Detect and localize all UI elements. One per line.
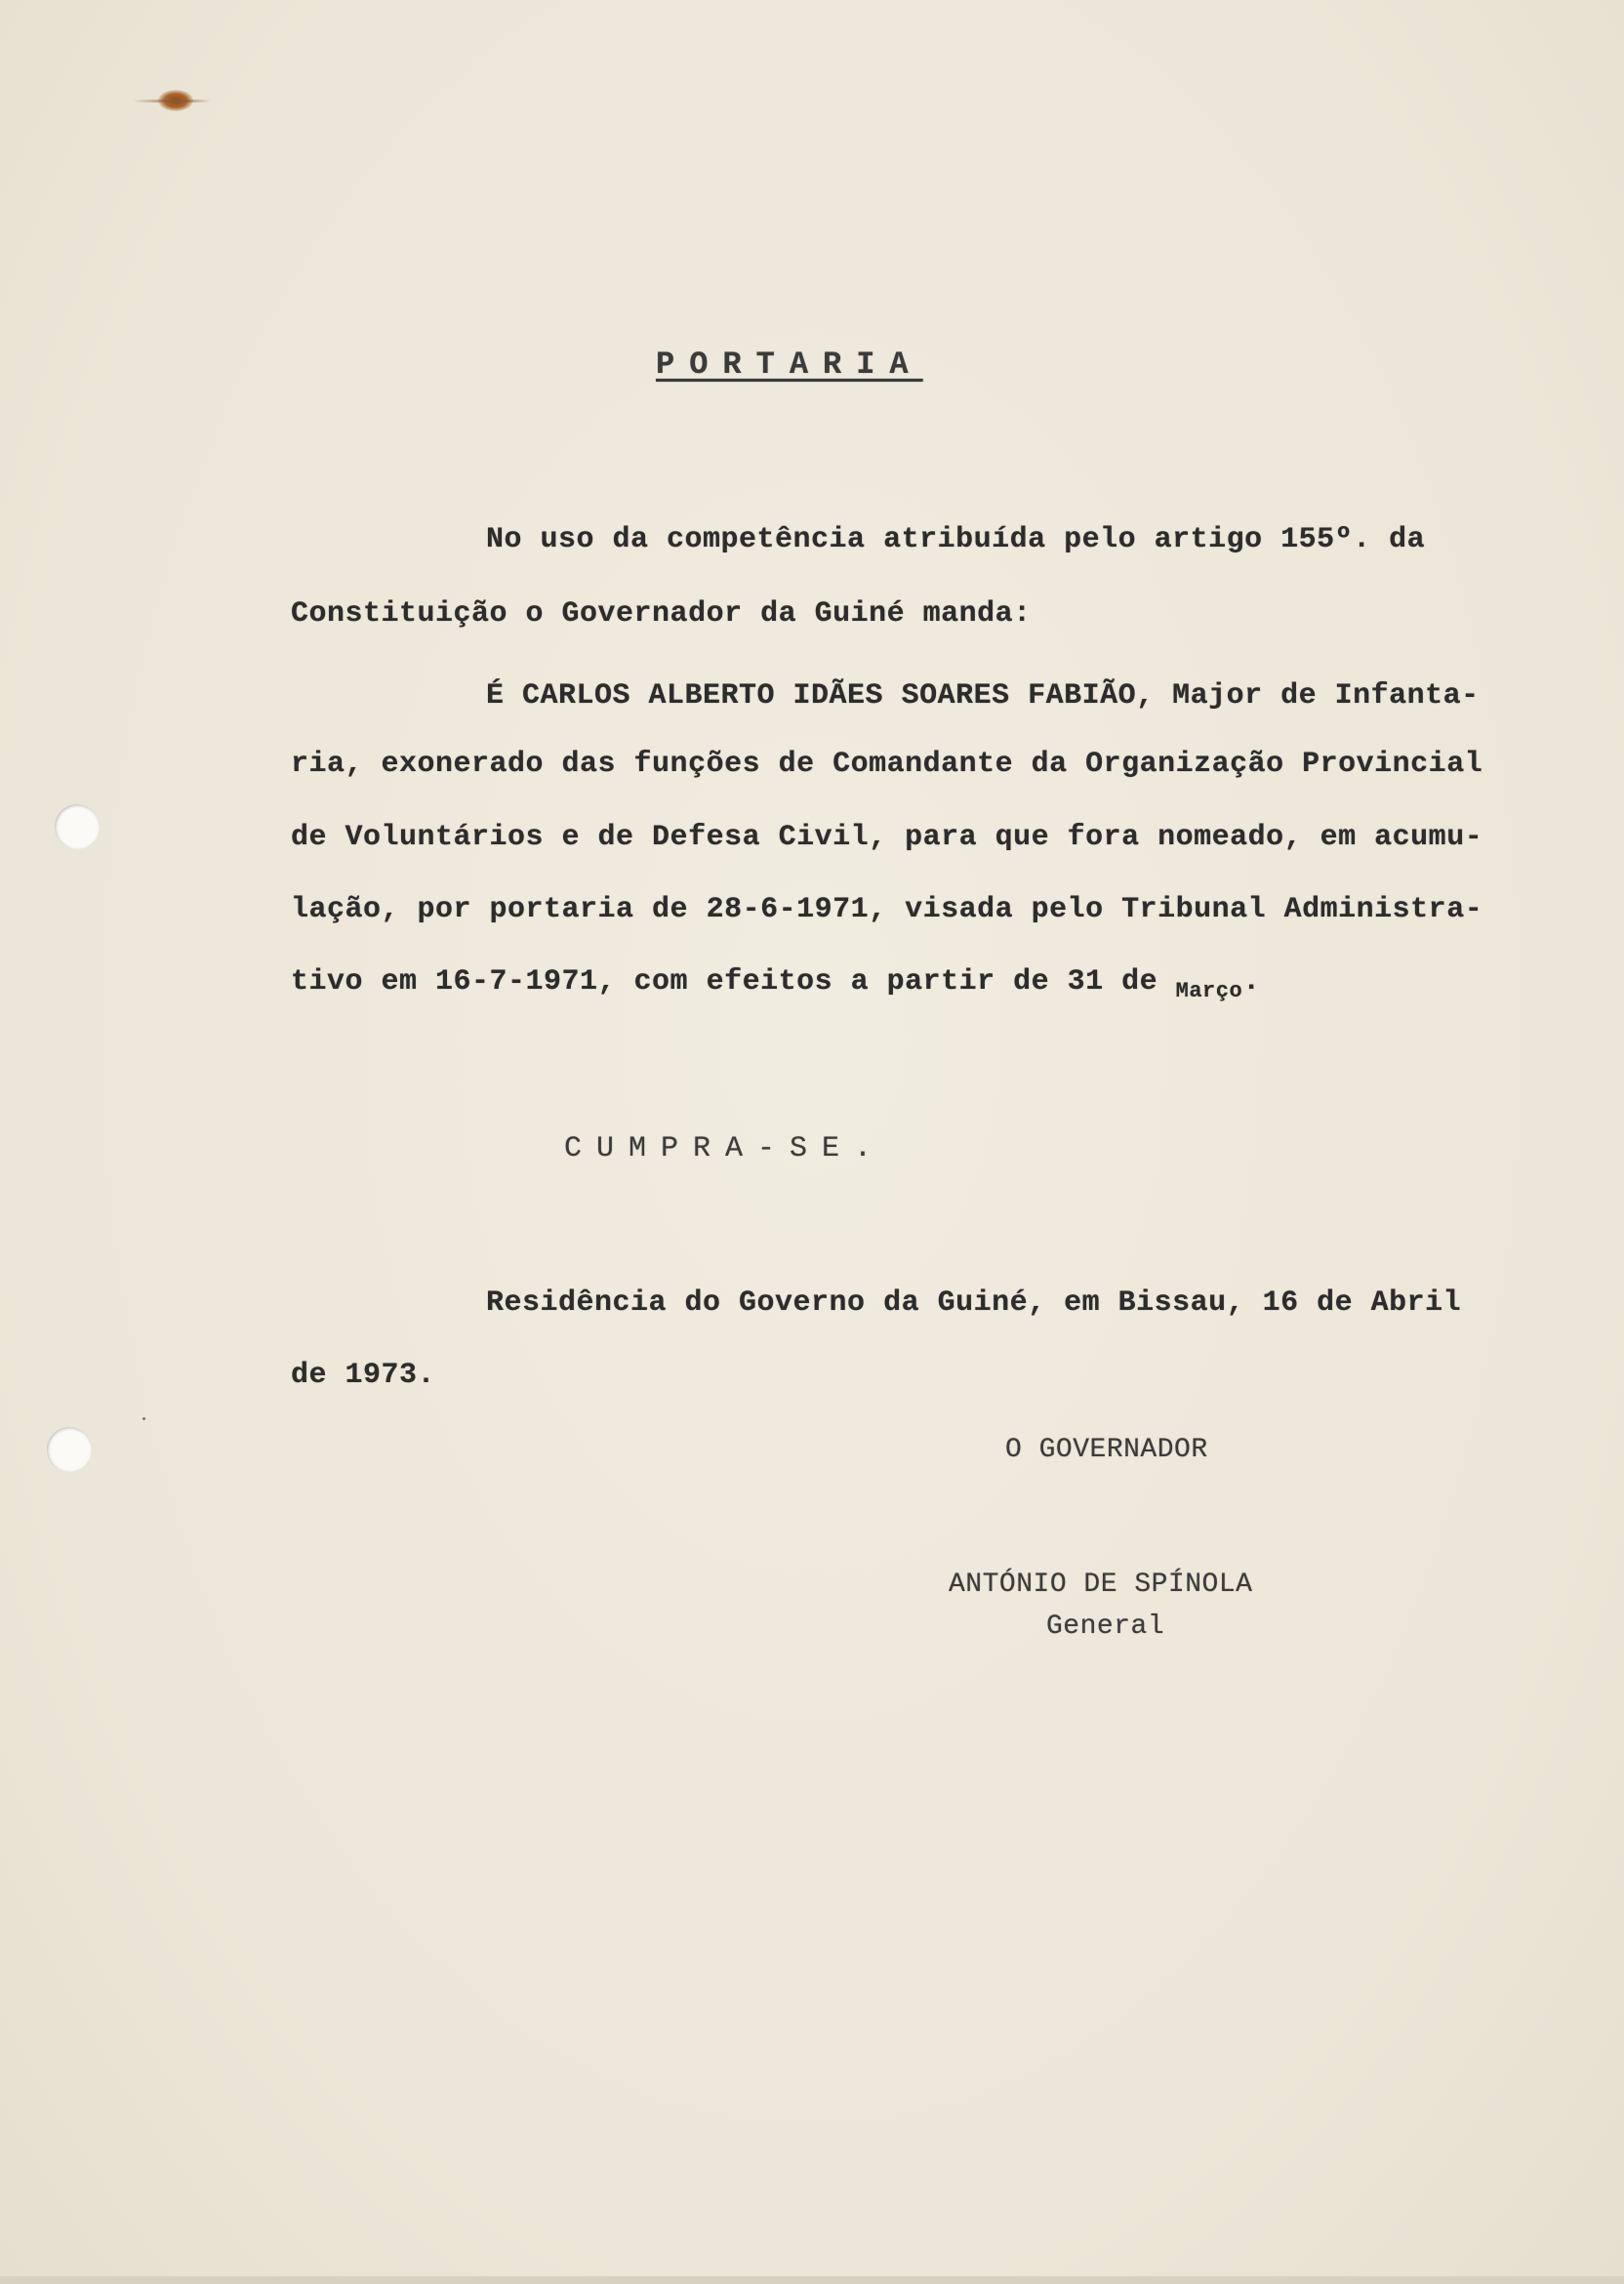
body-line-3: de Voluntários e de Defesa Civil, para que fora nomeado, em acumu- xyxy=(291,821,1483,854)
place-date-line-2: de 1973. xyxy=(291,1359,436,1392)
body-line-4: lação, por portaria de 28-6-1971, visada pelo Tribunal Administra- xyxy=(291,893,1483,926)
ink-speck xyxy=(142,1417,145,1420)
body-line-5-month: Março xyxy=(1175,979,1243,1003)
intro-line-2: Constituição o Governador da Guiné manda: xyxy=(291,597,1032,631)
intro-line-1: No uso da competência atribuída pelo artigo 155º. da xyxy=(486,523,1426,556)
punch-hole-top xyxy=(55,804,100,849)
rust-stain-streak xyxy=(133,100,211,102)
signatory-role: O GOVERNADOR xyxy=(1005,1435,1208,1465)
signatory-name: ANTÓNIO DE SPÍNOLA xyxy=(949,1570,1253,1600)
place-date-line-1: Residência do Governo da Guiné, em Bissau, 16 de Abril xyxy=(486,1286,1462,1320)
body-line-1: É CARLOS ALBERTO IDÃES SOARES FABIÃO, Major de Infanta- xyxy=(486,679,1480,713)
body-line-5-main: tivo em 16-7-1971, com efeitos a partir de 31 de xyxy=(291,965,1158,999)
signatory-rank: General xyxy=(1046,1611,1165,1642)
order-text: CUMPRA-SE. xyxy=(564,1132,887,1165)
document-title: PORTARIA xyxy=(656,347,923,383)
body-line-5-end: . xyxy=(1242,965,1261,999)
punch-hole-bottom xyxy=(47,1427,92,1472)
page-bottom-edge xyxy=(0,2276,1624,2284)
body-line-2: ria, exonerado das funções de Comandante da Organização Provincial xyxy=(291,748,1483,781)
body-line-5 xyxy=(291,965,1261,1003)
